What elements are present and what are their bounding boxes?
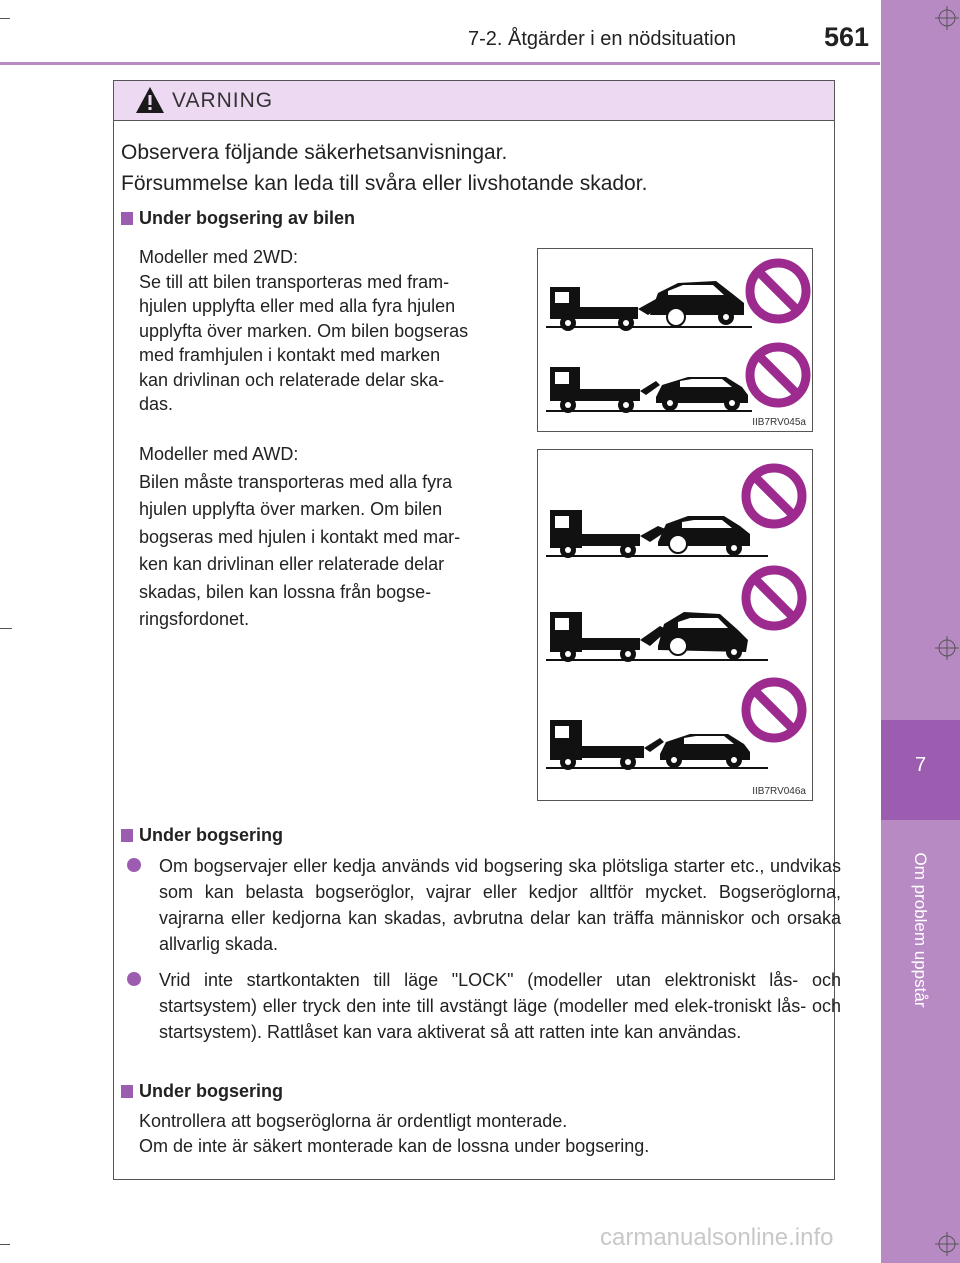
section-heading-towing bbox=[121, 825, 283, 846]
section-title: 7-2. Åtgärder i en nödsituation bbox=[468, 28, 736, 50]
text-2wd bbox=[139, 245, 513, 417]
square-bullet-icon bbox=[121, 829, 133, 842]
prohibited-icon bbox=[750, 347, 806, 403]
section-heading-text: Under bogsering bbox=[139, 1081, 284, 1101]
crop-mark bbox=[0, 18, 10, 19]
intro-line-1: Observera följande säkerhetsanvisningar. bbox=[121, 141, 508, 164]
square-bullet-icon bbox=[121, 1085, 133, 1098]
bullet-text: Om bogservajer eller kedja används vid bogsering ska plötsliga starter etc., undvikas som kan belasta bogseröglor, vajrar eller kedjor alltför mycket. Bogseröglorna, vajrarna eller kedjorna kan skadas, avbrutna delar kan träffa människor och orsaka allvarlig skada. bbox=[159, 856, 841, 954]
figure-code: IIB7RV045a bbox=[752, 417, 806, 428]
chapter-side-tab bbox=[881, 0, 960, 1263]
prohibited-icon bbox=[746, 468, 802, 524]
section-heading-text: Under bogsering bbox=[139, 825, 284, 845]
crop-mark bbox=[0, 1244, 10, 1245]
round-bullet-icon bbox=[127, 972, 141, 986]
crop-target-icon bbox=[935, 1232, 959, 1256]
text-awd bbox=[139, 441, 513, 634]
section-heading-text: Under bogsering av bilen bbox=[139, 208, 356, 228]
intro-line-2: Försummelse kan leda till svåra eller livshotande skador. bbox=[121, 172, 648, 195]
prohibited-icon bbox=[750, 263, 806, 319]
crop-target-icon bbox=[935, 6, 959, 30]
chapter-title: Om problem uppstår bbox=[911, 852, 930, 1008]
section-heading-towing-car bbox=[121, 208, 355, 229]
round-bullet-icon bbox=[127, 858, 141, 872]
section-heading-towing-2 bbox=[121, 1081, 283, 1102]
check-line-2: Om de inte är säkert monterade kan de lossna under bogsering. bbox=[139, 1136, 650, 1156]
tow-scene-3 bbox=[546, 720, 768, 770]
page-number: 561 bbox=[824, 22, 870, 52]
header-rule bbox=[0, 62, 880, 65]
text-2wd-content: Modeller med 2WD: Se till att bilen transporteras med fram- hjulen upplyfta eller med alla fyra hjulen upplyfta över marken. Om bilen bogseras med framhjulen i kontakt med marken kan drivlinan och relaterade delar ska- das. bbox=[139, 247, 469, 414]
warning-title: VARNING bbox=[172, 89, 274, 112]
crop-target-icon bbox=[935, 636, 959, 660]
tow-illustration-awd bbox=[538, 450, 814, 802]
tow-scene-2 bbox=[546, 612, 768, 662]
check-line-1: Kontrollera att bogseröglorna är ordentligt monterade. bbox=[139, 1111, 568, 1131]
prohibited-icon bbox=[746, 682, 802, 738]
square-bullet-icon bbox=[121, 212, 133, 225]
crop-mark bbox=[0, 628, 12, 629]
warning-header bbox=[114, 81, 834, 121]
tow-scene-2 bbox=[546, 367, 752, 413]
warning-triangle-icon bbox=[134, 85, 166, 115]
tow-illustration-2wd bbox=[538, 249, 814, 433]
prohibited-icon bbox=[746, 570, 802, 626]
bullet-text: Vrid inte startkontakten till läge "LOCK" (modeller utan elektroniskt lås- och startsystem) eller tryck den inte till avstängt läge (modeller med elek-troniskt lås- och startsystem). Rattlåset kan vara aktiverat så att ratten inte kan användas. bbox=[159, 970, 841, 1042]
text-awd-content: Modeller med AWD: Bilen måste transporteras med alla fyra hjulen upplyfta över marken. Om bilen bogseras med hjulen i kontakt med mar- ken kan drivlinan eller relaterade delar skadas, bilen kan lossna från bogse- ringsfordonet. bbox=[139, 444, 461, 629]
figure-code: IIB7RV046a bbox=[752, 786, 806, 797]
figure-2wd-towing bbox=[537, 248, 813, 432]
figure-awd-towing bbox=[537, 449, 813, 801]
watermark: carmanualsonline.info bbox=[600, 1224, 834, 1251]
tow-scene-1 bbox=[546, 510, 768, 558]
chapter-number: 7 bbox=[914, 754, 927, 776]
tow-scene-1 bbox=[546, 281, 752, 331]
